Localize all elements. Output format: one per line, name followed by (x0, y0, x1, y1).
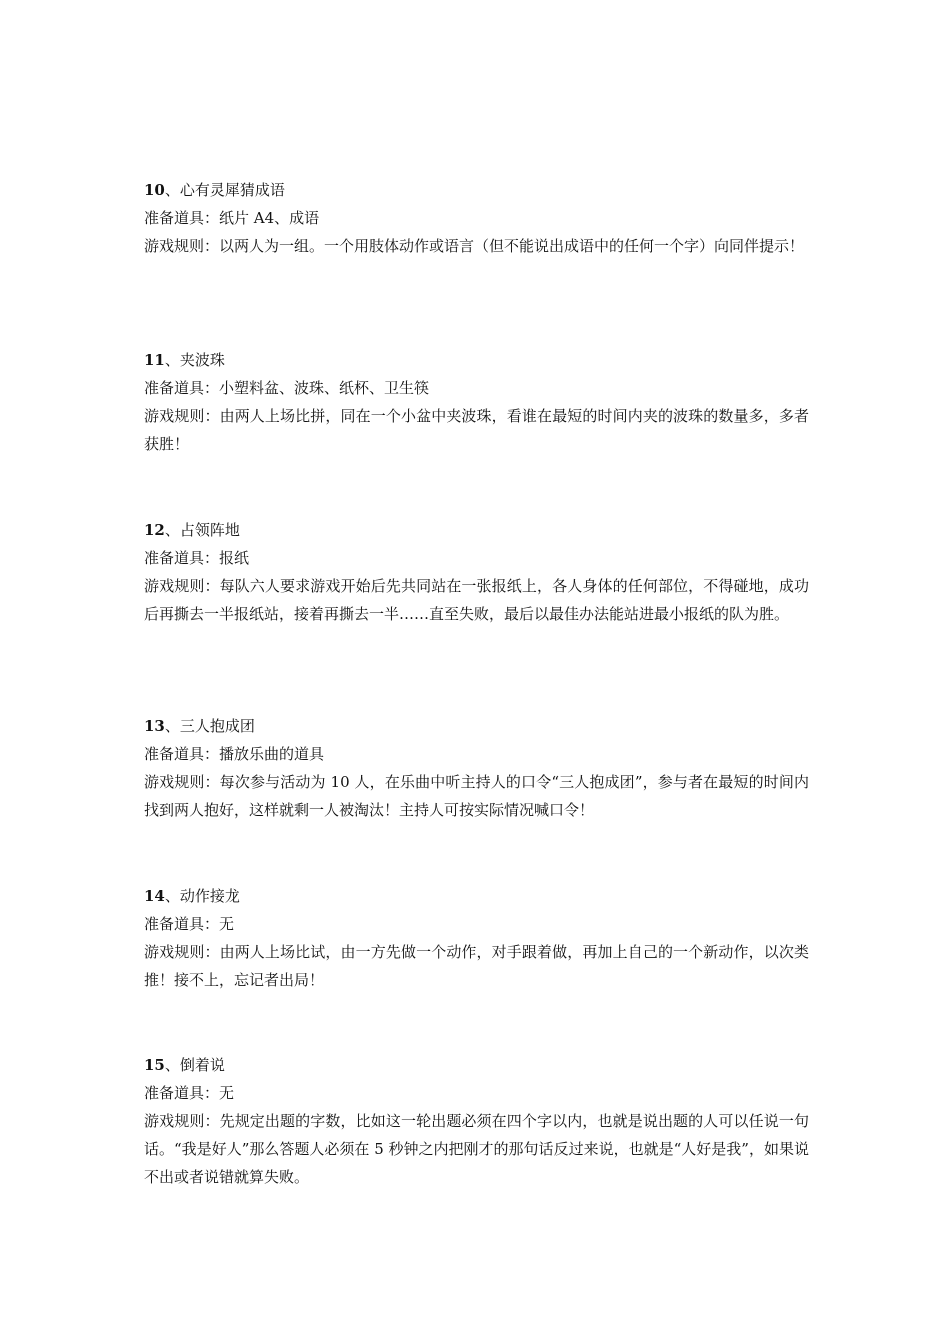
game-section-13 (144, 712, 809, 824)
section-number: 10 (144, 181, 165, 199)
section-title (144, 516, 809, 544)
section-rules: 游戏规则：以两人为一组。一个用肢体动作或语言（但不能说出成语中的任何一个字）向同伴提示！ (144, 237, 805, 255)
section-name: 、倒着说 (164, 1056, 225, 1074)
section-name: 、占领阵地 (164, 521, 240, 539)
section-name: 、动作接龙 (164, 887, 240, 905)
section-rules: 游戏规则：先规定出题的字数，比如这一轮出题必须在四个字以内，也就是说出题的人可以任说一句话。“我是好人”那么答题人必须在 5 秒钟之内把刚才的那句话反过来说，也就是“人好是我”，如果说不出或者说错就算失败。 (144, 1112, 809, 1186)
section-title (144, 176, 809, 204)
section-name: 、三人抱成团 (164, 717, 255, 735)
section-number: 11 (144, 351, 165, 369)
section-rules: 游戏规则：每次参与活动为 10 人，在乐曲中听主持人的口令“三人抱成团”，参与者在最短的时间内找到两人抱好，这样就剩一人被淘汰！主持人可按实际情况喊口令！ (144, 773, 809, 819)
game-section-12 (144, 516, 809, 628)
section-rules: 游戏规则：每队六人要求游戏开始后先共同站在一张报纸上，各人身体的任何部位，不得碰地，成功后再撕去一半报纸站，接着再撕去一半……直至失败，最后以最佳办法能站进最小报纸的队为胜。 (144, 577, 809, 623)
section-rules: 游戏规则：由两人上场比拼，同在一个小盆中夹波珠，看谁在最短的时间内夹的波珠的数量多，多者获胜！ (144, 407, 809, 453)
section-title (144, 346, 809, 374)
section-number: 13 (144, 717, 165, 735)
section-number: 15 (144, 1056, 165, 1074)
section-name: 、心有灵犀猜成语 (164, 181, 285, 199)
section-props: 准备道具：报纸 (144, 549, 250, 567)
section-props: 准备道具：无 (144, 915, 235, 933)
section-props: 准备道具：播放乐曲的道具 (144, 745, 325, 763)
section-title (144, 712, 809, 740)
section-title (144, 1051, 809, 1079)
game-section-15 (144, 1051, 809, 1191)
section-number: 14 (144, 887, 165, 905)
section-props: 准备道具：小塑料盆、波珠、纸杯、卫生筷 (144, 379, 430, 397)
section-title (144, 882, 809, 910)
section-props: 准备道具：无 (144, 1084, 235, 1102)
section-rules: 游戏规则：由两人上场比试，由一方先做一个动作，对手跟着做，再加上自己的一个新动作，以次类推！接不上，忘记者出局！ (144, 943, 809, 989)
game-section-14 (144, 882, 809, 994)
section-props: 准备道具：纸片 A4、成语 (144, 209, 320, 227)
section-number: 12 (144, 521, 165, 539)
game-section-10 (144, 176, 809, 260)
section-name: 、夹波珠 (164, 351, 225, 369)
game-section-11 (144, 346, 809, 458)
